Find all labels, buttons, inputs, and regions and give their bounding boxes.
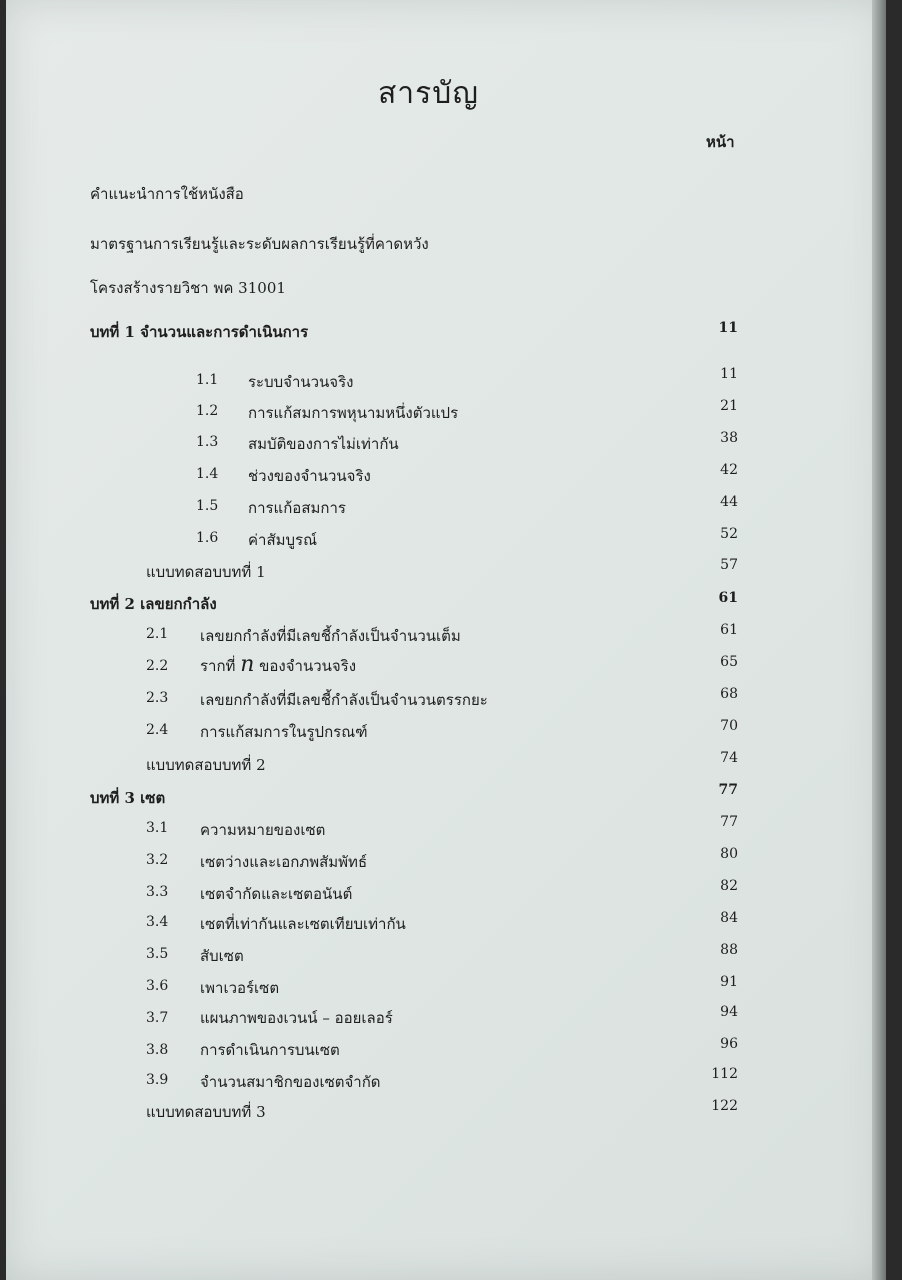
section-number: 3.2: [146, 852, 169, 868]
chapter-test-page: 57: [720, 557, 738, 573]
section-label: การดำเนินการบนเซต: [200, 1041, 340, 1059]
section-label: เซตว่างและเอกภพสัมพัทธ์: [200, 853, 368, 871]
section-label: [200, 652, 356, 678]
section-number: 1.5: [196, 498, 219, 514]
chapter-test-page: 74: [720, 750, 738, 766]
section-page: 44: [720, 494, 738, 510]
section-number: 2.3: [146, 690, 169, 706]
section-label: เลขยกกำลังที่มีเลขชี้กำลังเป็นจำนวนตรรกยะ: [200, 691, 488, 709]
chapter-test: แบบทดสอบบทที่ 3: [146, 1103, 266, 1121]
section-label: ช่วงของจำนวนจริง: [248, 467, 371, 485]
section-label: การแก้สมการพหุนามหนึ่งตัวแปร: [248, 404, 459, 422]
section-page: 65: [720, 654, 738, 670]
section-page: 91: [720, 974, 738, 990]
page-column-header: หน้า: [706, 133, 735, 151]
section-number: 2.2: [146, 658, 169, 674]
section-number: 3.8: [146, 1042, 169, 1058]
section-number: 1.3: [196, 434, 219, 450]
section-label: ระบบจำนวนจริง: [248, 373, 354, 391]
section-number: 3.7: [146, 1010, 169, 1026]
page-title: สารบัญ: [378, 76, 479, 111]
section-number: 3.3: [146, 884, 169, 900]
section-label: เซตจำกัดและเซตอนันต์: [200, 885, 353, 903]
chapter-page: 61: [718, 590, 738, 606]
section-label: แผนภาพของเวนน์ – ออยเลอร์: [200, 1009, 393, 1027]
section-page: 42: [720, 462, 738, 478]
section-label: การแก้อสมการ: [248, 499, 346, 517]
chapter-title: บทที่ 2 เลขยกกำลัง: [90, 595, 217, 613]
section-label: สับเซต: [200, 947, 244, 965]
front-matter-item: โครงสร้างรายวิชา พค 31001: [90, 279, 286, 297]
page-edge: [872, 0, 886, 1280]
section-label: สมบัติของการไม่เท่ากัน: [248, 435, 399, 453]
section-number: 1.2: [196, 403, 219, 419]
section-number: 3.9: [146, 1072, 169, 1088]
section-page: 21: [720, 398, 738, 414]
section-page: 61: [720, 622, 738, 638]
section-page: 80: [720, 846, 738, 862]
section-label: เซตที่เท่ากันและเซตเทียบเท่ากัน: [200, 915, 406, 933]
section-page: 96: [720, 1036, 738, 1052]
section-label-text: รากที่: [200, 657, 241, 675]
section-label: ค่าสัมบูรณ์: [248, 531, 317, 549]
section-number: 2.1: [146, 626, 169, 642]
section-number: 3.5: [146, 946, 169, 962]
section-label: จำนวนสมาชิกของเซตจำกัด: [200, 1073, 381, 1091]
section-page: 82: [720, 878, 738, 894]
chapter-test: แบบทดสอบบทที่ 1: [146, 563, 266, 581]
chapter-page: 11: [718, 320, 738, 336]
section-page: 94: [720, 1004, 738, 1020]
section-page: 88: [720, 942, 738, 958]
section-label: การแก้สมการในรูปกรณฑ์: [200, 723, 368, 741]
section-label: เลขยกกำลังที่มีเลขชี้กำลังเป็นจำนวนเต็ม: [200, 627, 461, 645]
chapter-title: บทที่ 1 จำนวนและการดำเนินการ: [90, 323, 309, 341]
section-page: 112: [711, 1066, 738, 1082]
section-page: 77: [720, 814, 738, 830]
chapter-test-page: 122: [711, 1098, 738, 1114]
math-variable-n: n: [240, 652, 255, 677]
section-number: 1.4: [196, 466, 219, 482]
front-matter-item: มาตรฐานการเรียนรู้และระดับผลการเรียนรู้ที่คาดหวัง: [90, 235, 429, 253]
section-number: 3.6: [146, 978, 169, 994]
section-label-text: ของจำนวนจริง: [254, 657, 357, 675]
section-label: เพาเวอร์เซต: [200, 979, 280, 997]
section-number: 3.1: [146, 820, 169, 836]
section-page: 70: [720, 718, 738, 734]
section-page: 11: [720, 366, 738, 382]
section-number: 1.1: [196, 372, 219, 388]
front-matter-item: คำแนะนำการใช้หนังสือ: [90, 185, 244, 203]
section-label: ความหมายของเซต: [200, 821, 326, 839]
section-number: 2.4: [146, 722, 169, 738]
section-page: 38: [720, 430, 738, 446]
chapter-test: แบบทดสอบบทที่ 2: [146, 756, 266, 774]
chapter-title: บทที่ 3 เซต: [90, 789, 166, 807]
section-page: 84: [720, 910, 738, 926]
chapter-page: 77: [718, 782, 738, 798]
document-page: [6, 0, 886, 1280]
section-page: 52: [720, 526, 738, 542]
section-number: 1.6: [196, 530, 219, 546]
section-number: 3.4: [146, 914, 169, 930]
section-page: 68: [720, 686, 738, 702]
